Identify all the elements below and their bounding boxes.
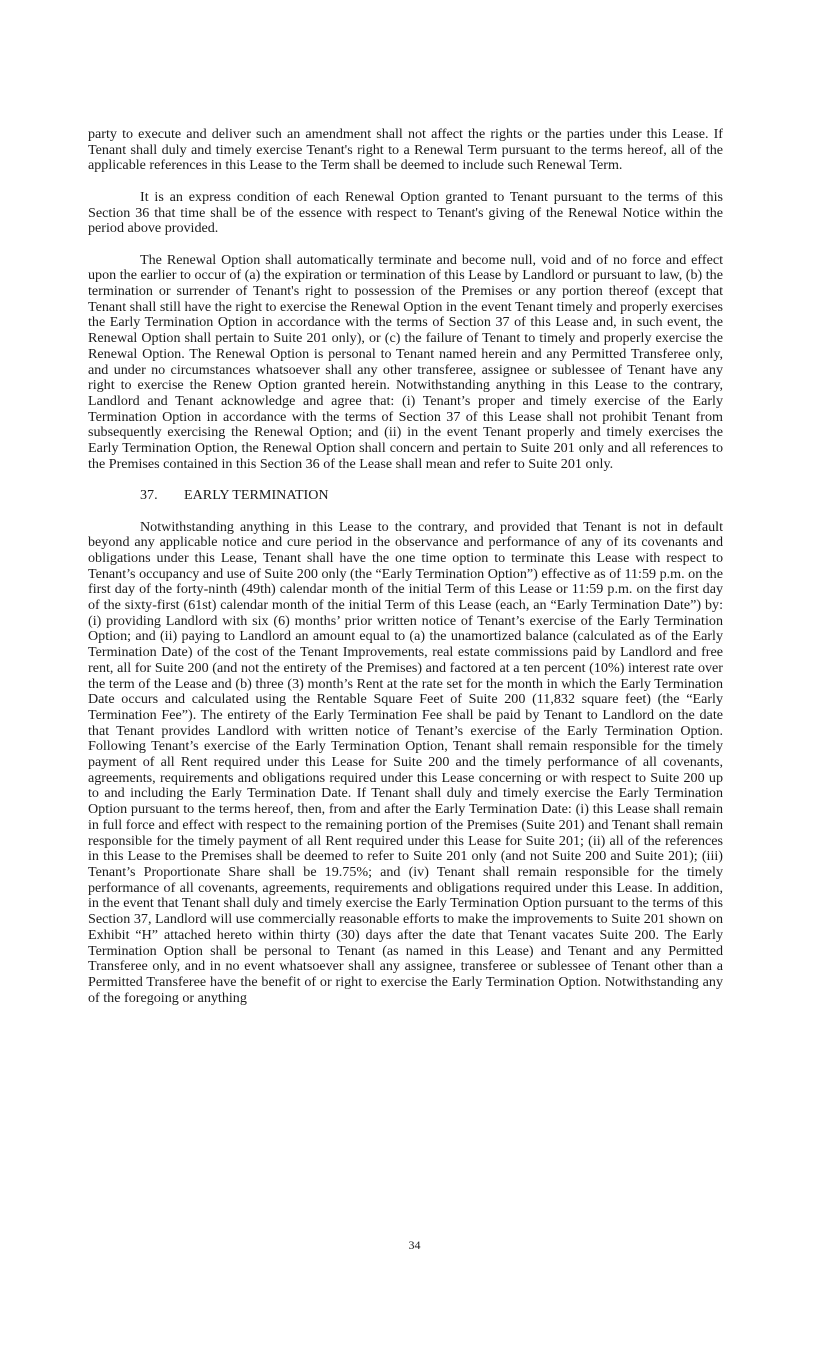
section-heading: [88, 488, 723, 504]
section-title: EARLY TERMINATION: [184, 487, 329, 504]
paragraph-renewal-term: party to execute and deliver such an amendment shall not affect the rights or the parties under this Lease. If Tenant shall duly and timely exercise Tenant's right to a Renewal Term pursuant to the terms hereof, all of the applicable references in this Lease to the Term shall be deemed to include such Renewal Term.: [88, 126, 723, 174]
page-number: 34: [408, 1238, 421, 1252]
section-number: 37.: [140, 487, 158, 504]
paragraph-early-termination: Notwithstanding anything in this Lease to the contrary, and provided that Tenant is not in default beyond any applicable notice and cure period in the observance and performance of any of its covenants and obligations under this Lease, Tenant shall have the one time option to terminate this Lease with respect to Tenant’s occupancy and use of Suite 200 only (the “Early Termination Option”) effective as of 11:59 p.m. on the first day of the forty-ninth (49th) calendar month of the initial Term of this Lease or 11:59 p.m. on the first day of the sixty-first (61st) calendar month of the initial Term of this Lease (each, an “Early Termination Date”) by: (i) providing Landlord with six (6) months’ prior written notice of Tenant’s exercise of the Early Termination Option; and (ii) paying to Landlord an amount equal to (a) the unamortized balance (calculated as of the Early Termination Date) of the cost of the Tenant Improvements, real estate commissions paid by Landlord and free rent, all for Suite 200 (and not the entirety of the Premises) and factored at a ten percent (10%) interest rate over the term of the Lease and (b) three (3) month’s Rent at the rate set for the month in which the Early Termination Date occurs and calculated using the Rentable Square Feet of Suite 200 (11,832 square feet) (the “Early Termination Fee”). The entirety of the Early Termination Fee shall be paid by Tenant to Landlord on the date that Tenant provides Landlord with written notice of Tenant’s exercise of the Early Termination Option. Following Tenant’s exercise of the Early Termination Option, Tenant shall remain responsible for the timely payment of all Rent required under this Lease for Suite 200 and the timely performance of all covenants, agreements, requirements and obligations required under this Lease concerning or with respect to Suite 200 up to and including the Early Termination Date. If Tenant shall duly and timely exercise the Early Termination Option pursuant to the terms hereof, then, from and after the Early Termination Date: (i) this Lease shall remain in full force and effect with respect to the remaining portion of the Premises (Suite 201) and Tenant shall remain responsible for the timely payment of all Rent required under this Lease for Suite 201; (ii) all of the references in this Lease to the Premises shall be deemed to refer to Suite 201 only (and not Suite 200 and Suite 201); (iii) Tenant’s Proportionate Share shall be 19.75%; and (iv) Tenant shall remain responsible for the timely performance of all covenants, agreements, requirements and obligations required under this Lease. In addition, in the event that Tenant shall duly and timely exercise the Early Termination Option pursuant to the terms of this Section 37, Landlord will use commercially reasonable efforts to make the improvements to Suite 201 shown on Exhibit “H” attached hereto within thirty (30) days after the date that Tenant vacates Suite 200. The Early Termination Option shall be personal to Tenant (as named in this Lease) and Tenant and any Permitted Transferee only, and in no event whatsoever shall any assignee, transferee or sublessee of Tenant other than a Permitted Transferee have the benefit of or right to exercise the Early Termination Option. Notwithstanding any of the foregoing or anything: [88, 518, 723, 1006]
document-page: [88, 127, 723, 1022]
paragraph-time-of-essence: It is an express condition of each Renewal Option granted to Tenant pursuant to the terms of this Section 36 that time shall be of the essence with respect to Tenant's giving of the Renewal Notice within the period above provided.: [88, 188, 723, 237]
paragraph-renewal-option-termination: The Renewal Option shall automatically terminate and become null, void and of no force and effect upon the earlier to occur of (a) the expiration or termination of this Lease by Landlord or pursuant to law, (b) the termination or surrender of Tenant's right to possession of the Premises or any portion thereof (except that Tenant shall still have the right to exercise the Renewal Option in the event Tenant timely and properly exercises the Early Termination Option in accordance with the terms of Section 37 of this Lease and, in such event, the Renewal Option shall pertain to Suite 201 only), or (c) the failure of Tenant to timely and properly exercise the Renewal Option. The Renewal Option is personal to Tenant named herein and any Permitted Transferee only, and under no circumstances whatsoever shall any other transferee, assignee or sublessee of Tenant have any right to exercise the Renew Option granted herein. Notwithstanding anything in this Lease to the contrary, Landlord and Tenant acknowledge and agree that: (i) Tenant’s proper and timely exercise of the Early Termination Option in accordance with the terms of Section 37 of this Lease shall not prohibit Tenant from subsequently exercising the Renewal Option; and (ii) in the event Tenant properly and timely exercises the Early Termination Option, the Renewal Option shall concern and pertain to Suite 201 only and all references to the Premises contained in this Section 36 of the Lease shall mean and refer to Suite 201 only.: [88, 251, 723, 472]
